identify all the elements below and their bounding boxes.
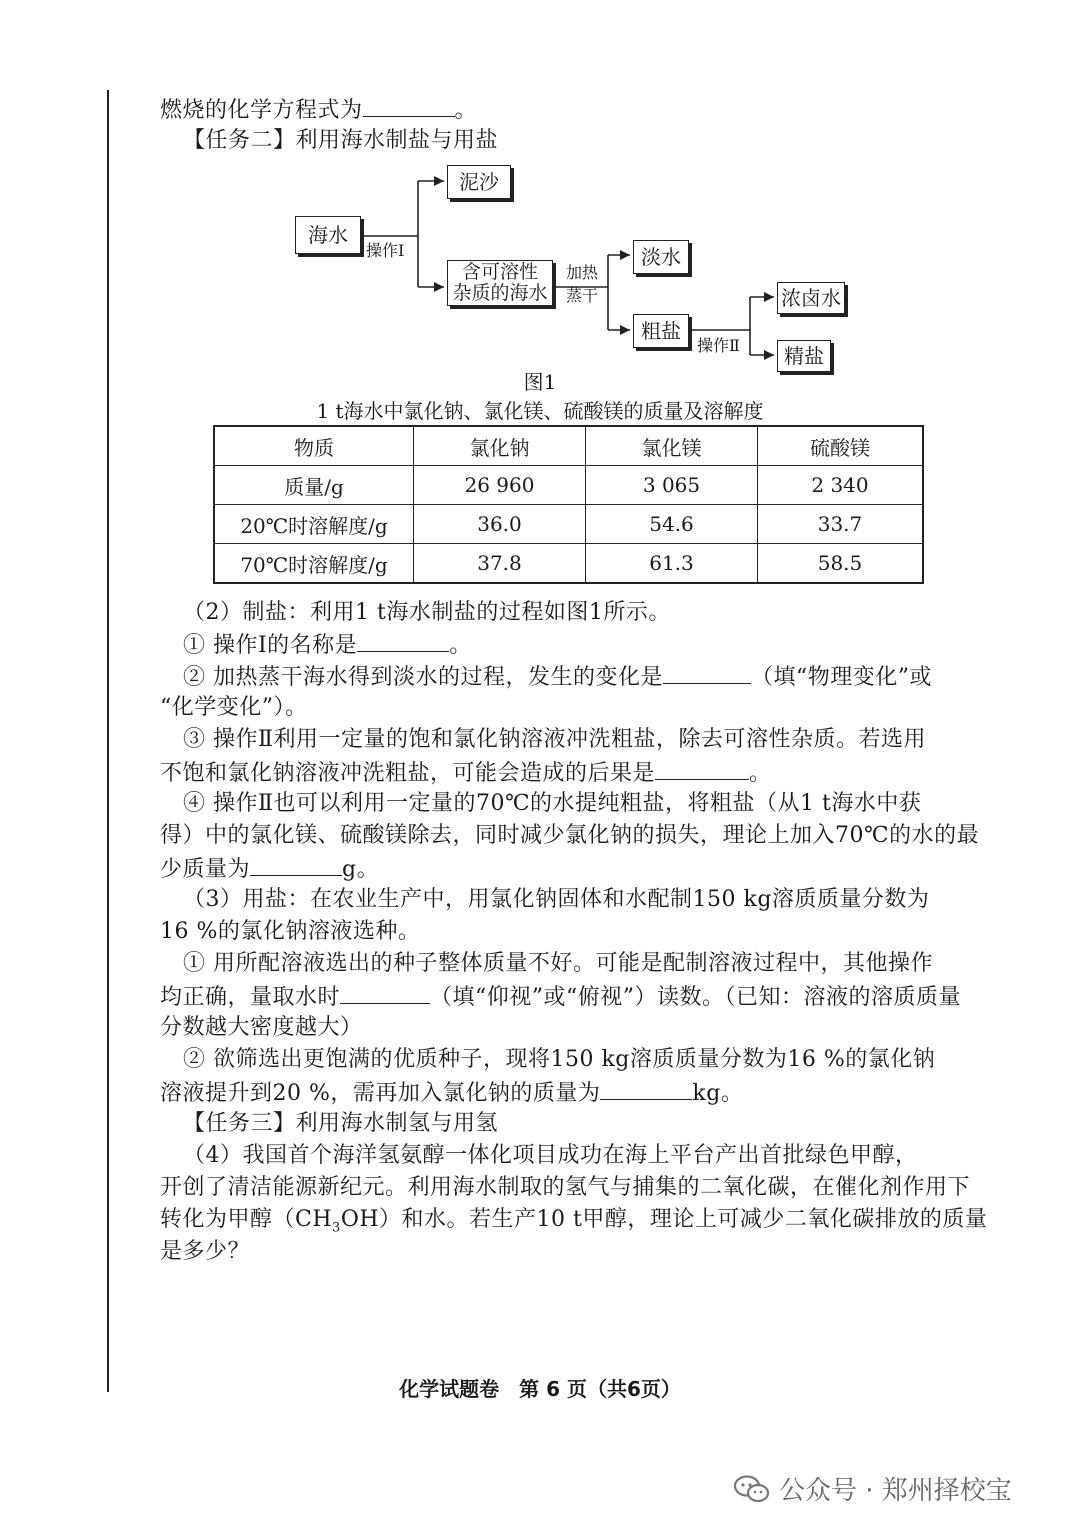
figure-caption: 图1 xyxy=(523,370,557,394)
table-header-row xyxy=(214,426,923,466)
table-cell: 54.6 xyxy=(586,505,758,544)
page-footer: 化学试题卷 第 6 页（共6页） xyxy=(399,1377,681,1401)
question-line: ② 欲筛选出更饱满的优质种子，现将150 kg溶质质量分数为16 %的氯化钠 xyxy=(183,1047,936,1072)
table-cell: 26 960 xyxy=(414,466,586,505)
task-heading: 【任务三】利用海水制氢与用氢 xyxy=(183,1111,499,1136)
question-line: （2）制盐：利用1 t海水制盐的过程如图1所示。 xyxy=(183,600,671,625)
table-row xyxy=(214,544,923,584)
table-title: 1 t海水中氯化钠、氯化镁、硫酸镁的质量及溶解度 xyxy=(316,399,764,423)
operation-2-label: 操作Ⅱ xyxy=(697,336,740,355)
impure-seawater-box xyxy=(447,260,553,306)
table-header-cell: 氯化镁 xyxy=(586,426,758,466)
table-header-cell: 物质 xyxy=(214,426,414,466)
answer-blank[interactable] xyxy=(655,757,749,780)
watermark xyxy=(733,1470,1012,1507)
question-line: 转化为甲醇$(CH_3OH)$和水。若生产10 t甲醇，理论上可减少二氧化碳排放的质量 xyxy=(160,1207,988,1236)
table-cell: 33.7 xyxy=(758,505,924,544)
table-cell: 20℃时溶解度/g xyxy=(214,505,414,544)
question-line: 16 %的氯化钠溶液选种。 xyxy=(160,919,421,944)
question-line: 溶液提升到20 %，需再加入氯化钠的质量为 kg。 xyxy=(160,1077,743,1109)
data-table xyxy=(213,425,924,584)
question-line: ④ 操作Ⅱ也可以利用一定量的70℃的水提纯粗盐，将粗盐（从1 t海水中获 xyxy=(183,791,922,816)
question-line: ③ 操作Ⅱ利用一定量的饱和氯化钠溶液冲洗粗盐，除去可溶性杂质。若选用 xyxy=(183,727,926,752)
table-cell: 3 065 xyxy=(586,466,758,505)
crude-salt-box: 粗盐 xyxy=(633,314,689,348)
dry-label: 蒸干 xyxy=(566,286,599,305)
question-line: 少质量为 g。 xyxy=(160,853,379,885)
brine-box: 浓卤水 xyxy=(777,282,845,314)
answer-blank[interactable] xyxy=(663,661,751,684)
table-header-cell: 氯化钠 xyxy=(414,426,586,466)
table-cell: 质量/g xyxy=(214,466,414,505)
heat-label: 加热 xyxy=(566,263,599,282)
wechat-icon xyxy=(733,1474,771,1504)
question-line: 是多少？ xyxy=(160,1239,251,1264)
watermark-text: 公众号 · 郑州择校宝 xyxy=(779,1476,1012,1506)
table-row xyxy=(214,505,923,544)
table-header-cell: 硫酸镁 xyxy=(758,426,924,466)
refined-salt-box: 精盐 xyxy=(777,340,831,372)
question-line: 均正确，量取水时 （填“仰视”或“俯视”）读数。（已知：溶液的溶质质量 xyxy=(160,981,961,1013)
question-line: ① 用所配溶液选出的种子整体质量不好。可能是配制溶液过程中，其他操作 xyxy=(183,951,933,976)
seawater-box: 海水 xyxy=(295,216,361,254)
question-line: 得）中的氯化镁、硫酸镁除去，同时减少氯化钠的损失，理论上加入70℃的水的最 xyxy=(160,823,980,848)
table-cell: 70℃时溶解度/g xyxy=(214,544,414,584)
fresh-water-box: 淡水 xyxy=(633,240,689,274)
question-line: 开创了清洁能源新纪元。利用海水制取的氢气与捕集的二氧化碳，在催化剂作用下 xyxy=(160,1175,971,1200)
question-line: 燃烧的化学方程式为 。 xyxy=(160,94,477,126)
answer-blank[interactable] xyxy=(340,981,430,1004)
flowchart-connectors xyxy=(0,0,1080,380)
answer-blank[interactable] xyxy=(250,853,342,876)
table-cell: 58.5 xyxy=(758,544,924,584)
table-cell: 61.3 xyxy=(586,544,758,584)
question-line: 分数越大密度越大） xyxy=(160,1015,363,1040)
operation-1-label: 操作Ⅰ xyxy=(366,241,405,260)
table-cell: 36.0 xyxy=(414,505,586,544)
question-line: 不饱和氯化钠溶液冲洗粗盐，可能会造成的后果是 。 xyxy=(160,757,772,789)
answer-blank[interactable] xyxy=(357,629,449,652)
impure-seawater-label-2: 杂质的海水 xyxy=(452,282,548,304)
task-heading: 【任务二】利用海水制盐与用盐 xyxy=(183,128,499,153)
question-line: ② 加热蒸干海水得到淡水的过程，发生的变化是 （填“物理变化”或 xyxy=(183,661,932,693)
impure-seawater-label-1: 含可溶性 xyxy=(461,261,538,283)
question-line: （3）用盐：在农业生产中，用氯化钠固体和水配制150 kg溶质质量分数为 xyxy=(183,887,930,912)
table-cell: 37.8 xyxy=(414,544,586,584)
sand-box: 泥沙 xyxy=(447,165,511,199)
question-line: （4）我国首个海洋氢氨醇一体化项目成功在海上平台产出首批绿色甲醇， xyxy=(183,1143,918,1168)
question-line: “化学变化”）。 xyxy=(160,695,308,720)
answer-blank[interactable] xyxy=(600,1077,692,1100)
table-row xyxy=(214,466,923,505)
table-cell: 2 340 xyxy=(758,466,924,505)
question-line: ① 操作Ⅰ的名称是 。 xyxy=(183,629,472,661)
